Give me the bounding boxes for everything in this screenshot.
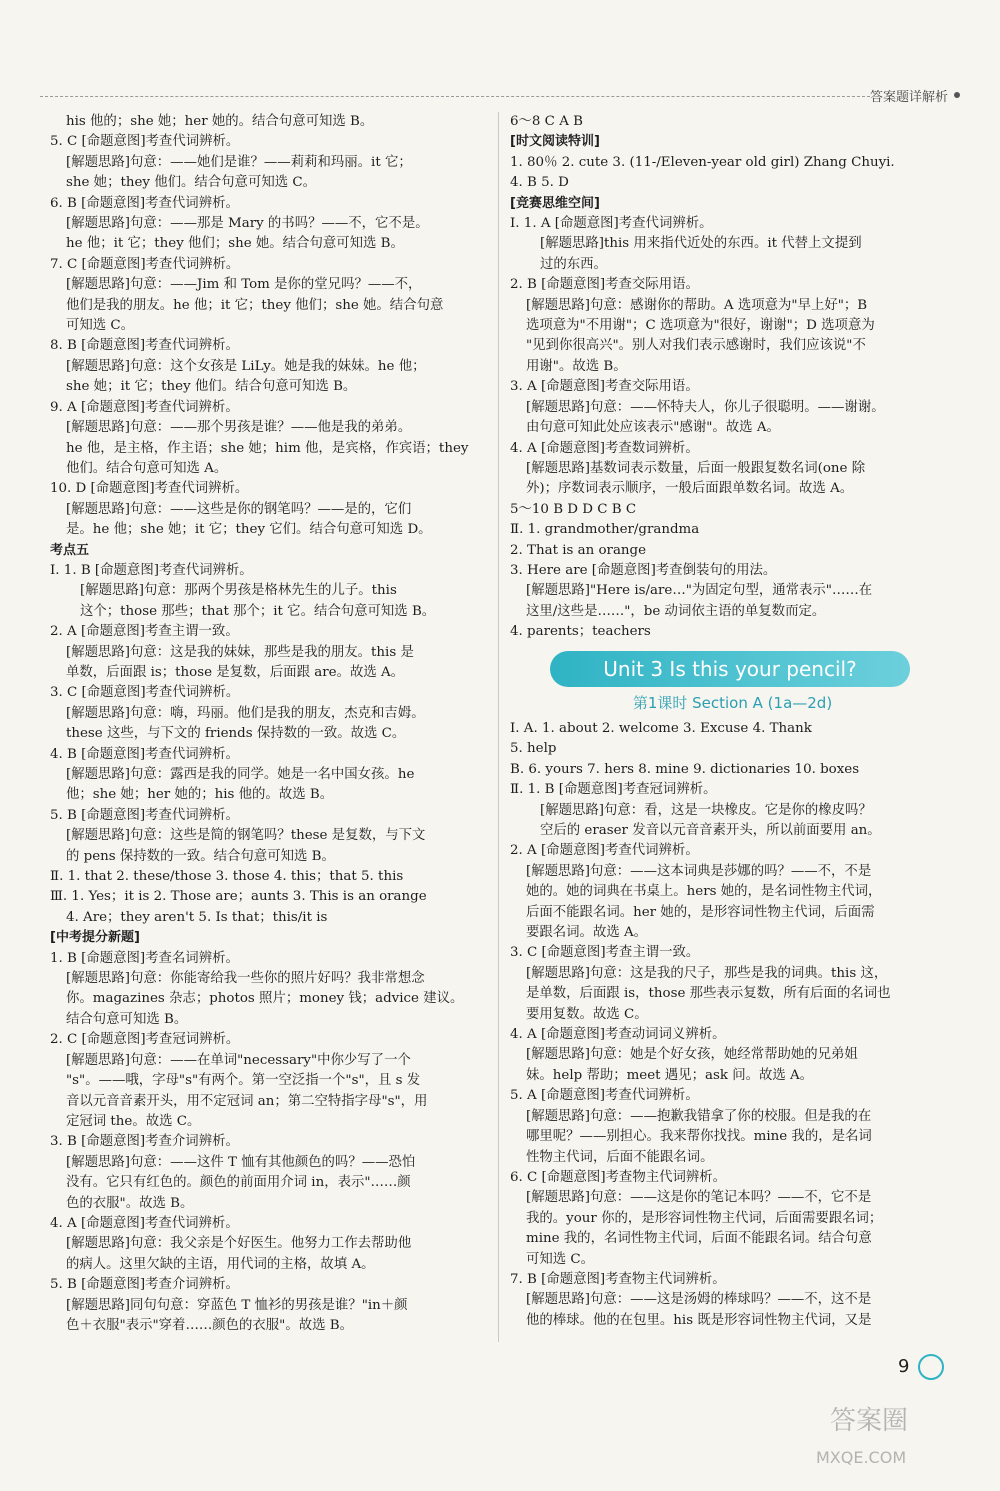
answer-line: 他；she 她；her 她的；his 他的。故选 B。 <box>66 787 334 803</box>
answer-line: mine 我的，名词性物主代词，后面不能跟名词。结合句意 <box>526 1231 872 1247</box>
answer-line: 6. C [命题意图]考查物主代词辨析。 <box>510 1169 727 1185</box>
answer-line: 定冠词 the。故选 C。 <box>66 1113 201 1129</box>
answer-line: 是单数，后面跟 is，those 那些表示复数，所有后面的名词也 <box>526 986 891 1002</box>
answer-line: [解题思路]句意：——这些是你的钢笔吗？——是的，它们 <box>66 501 412 517</box>
answer-line: [解题思路]句意：——怀特夫人，你儿子很聪明。——谢谢。 <box>526 399 885 415</box>
answer-line: 他的棒球。他的在包里。his 既是形容词性物主代词，又是 <box>526 1312 872 1328</box>
answer-line: 2. A [命题意图]考查代词辨析。 <box>510 843 699 859</box>
answer-line: 他们是我的朋友。he 他；it 它；they 他们；she 她。结合句意 <box>66 297 444 313</box>
right-bottom-section <box>510 719 955 1331</box>
answer-line: 空后的 eraser 发音以元音音素开头，所以前面要用 an。 <box>540 823 881 838</box>
answer-line: [解题思路]句意：这些是简的钢笔吗？these 是复数，与下文 <box>66 828 426 844</box>
answer-line: 结合句意可知选 B。 <box>66 1011 188 1027</box>
section-heading: [竞赛思维空间] <box>510 195 600 211</box>
answer-line: 7. C [命题意图]考查代词辨析。 <box>50 256 240 272</box>
answer-line: [解题思路]句意：我父亲是个好医生。他努力工作去帮助他 <box>66 1236 412 1252</box>
answer-line: 5. C [命题意图]考查代词辨析。 <box>50 134 240 150</box>
answer-line: [解题思路]句意：看，这是一块橡皮。它是你的橡皮吗？ <box>540 802 872 818</box>
answer-line: 2. C [命题意图]考查冠词辨析。 <box>50 1032 240 1048</box>
answer-line: 过的东西。 <box>540 256 607 272</box>
answer-line: 2. A [命题意图]考查主谓一致。 <box>50 624 239 640</box>
answer-line: 3. C [命题意图]考查主谓一致。 <box>510 945 700 961</box>
answer-line: 色＋衣服"表示"穿着……颜色的衣服"。故选 B。 <box>66 1317 353 1333</box>
answer-line: 这个；those 那些；that 那个；it 它。结合句意可知选 B。 <box>80 603 436 619</box>
column-divider <box>498 112 499 1342</box>
answer-line: 2. B [命题意图]考查交际用语。 <box>510 277 699 293</box>
right-column <box>510 112 955 1331</box>
answer-line: 可知选 C。 <box>526 1251 595 1267</box>
page-corner-icon <box>918 1354 944 1380</box>
answer-line: [解题思路]句意：嗨，玛丽。他们是我的朋友，杰克和吉姆。 <box>66 705 425 721</box>
answer-line: [解题思路]句意：——这是你的笔记本吗？——不，它不是 <box>526 1190 872 1206</box>
answer-line: 性物主代词，后面不能跟名词。 <box>526 1149 714 1165</box>
watermark-url: MXQE.COM <box>816 1448 907 1467</box>
answer-line: 6～8 C A B <box>510 114 583 129</box>
answer-line: Ⅱ. 1. B [命题意图]考查冠词辨析。 <box>510 782 717 798</box>
answer-line: 的病人。这里欠缺的主语，用代词的主格，故填 A。 <box>66 1256 375 1272</box>
answer-line: 外)；序数词表示顺序，一般后面跟单数名词。故选 A。 <box>526 481 854 497</box>
answer-line: 3. A [命题意图]考查交际用语。 <box>510 379 699 395</box>
answer-line: [解题思路]句意：这是我的尺子，那些是我的词典。this 这， <box>526 965 888 981</box>
answer-line: 这里/这些是……"，be 动词依主语的单复数而定。 <box>526 603 826 619</box>
answer-line: 4. B 5. D <box>510 175 569 191</box>
answer-line: these 这些，与下文的 friends 保持数的一致。故选 C。 <box>66 726 406 742</box>
answer-line: 由句意可知此处应该表示"感谢"。故选 A。 <box>526 420 780 436</box>
answer-line: 的 pens 保持数的一致。结合句意可知选 B。 <box>66 848 335 864</box>
answer-line: [解题思路]句意：你能寄给我一些你的照片好吗？我非常想念 <box>66 971 425 987</box>
section-heading: 考点五 <box>50 542 90 558</box>
answer-line: [解题思路]句意：这个女孩是 LiLy。她是我的妹妹。he 他； <box>66 358 426 374</box>
answer-line: [解题思路]句意：——Jim 和 Tom 是你的堂兄吗？——不， <box>66 277 422 293</box>
answer-line: 6. B [命题意图]考查代词辨析。 <box>50 195 239 211</box>
answer-line: 色的衣服"。故选 B。 <box>66 1195 194 1211</box>
answer-line: 4. A [命题意图]考查数词辨析。 <box>510 440 699 456</box>
answer-line: 没有。它只有红色的。颜色的前面用介词 in，表示"……颜 <box>66 1175 411 1191</box>
right-top-section <box>510 112 955 643</box>
answer-line: 5. help <box>510 741 557 757</box>
answer-line: [解题思路]句意：——她们是谁？——莉莉和玛丽。it 它； <box>66 154 412 170</box>
answer-line: 4. B [命题意图]考查代词辨析。 <box>50 746 239 762</box>
answer-line: B. 6. yours 7. hers 8. mine 9. dictionaries 10. boxes <box>510 761 860 777</box>
answer-line: Ⅰ. A. 1. about 2. welcome 3. Excuse 4. Thank <box>510 720 812 736</box>
answer-line: [解题思路]句意：——在单词"necessary"中你少写了一个 <box>66 1052 411 1068</box>
answer-line: [解题思路]句意：这是我的妹妹，那些是我的朋友。this 是 <box>66 644 414 660</box>
answer-line: [解题思路]句意：感谢你的帮助。A 选项意为"早上好"；B <box>526 297 868 313</box>
answer-line: 选项意为"不用谢"；C 选项意为"很好，谢谢"；D 选项意为 <box>526 318 875 334</box>
answer-line: "s"。——哦，字母"s"有两个。第一空泛指一个"s"，且 s 发 <box>66 1073 421 1089</box>
answer-line: [解题思路]句意：——这是汤姆的棒球吗？——不，这不是 <box>526 1292 872 1308</box>
answer-line: 4. A [命题意图]考查动词词义辨析。 <box>510 1027 726 1043</box>
answer-line: 妹。help 帮助；meet 遇见；ask 问。故选 A。 <box>526 1067 814 1083</box>
answer-line: 我的。your 你的，是形容词性物主代词，后面需要跟名词； <box>526 1210 883 1226</box>
answer-line: 3. Here are [命题意图]考查倒装句的用法。 <box>510 562 777 578</box>
answer-line: [解题思路]同句句意：穿蓝色 T 恤衫的男孩是谁？"in＋颜 <box>66 1297 408 1313</box>
answer-line: [解题思路]句意：——这件 T 恤有其他颜色的吗？——恐怕 <box>66 1154 416 1170</box>
answer-line: 2. That is an orange <box>510 542 647 558</box>
answer-line: she 她；it 它；they 他们。结合句意可知选 B。 <box>66 379 357 395</box>
answer-line: [解题思路]"Here is/are…"为固定句型，通常表示"……在 <box>526 583 873 599</box>
answer-line: [解题思路]句意：——抱歉我错拿了你的校服。但是我的在 <box>526 1108 872 1124</box>
answer-line: 5. A [命题意图]考查代词辨析。 <box>510 1088 699 1104</box>
answer-line: Ⅰ. 1. B [命题意图]考查代词辨析。 <box>50 562 253 578</box>
answer-line: 1. B [命题意图]考查名词辨析。 <box>50 950 239 966</box>
answer-line: 你。magazines 杂志；photos 照片；money 钱；advice 建议。 <box>66 991 464 1007</box>
unit-banner: Unit 3 Is this your pencil? <box>550 651 910 687</box>
answer-line: she 她；they 他们。结合句意可知选 C。 <box>66 175 317 191</box>
answer-line: [解题思路]句意：——那是 Mary 的书吗？——不，它不是。 <box>66 216 429 232</box>
answer-line: [解题思路]基数词表示数量，后面一般跟复数名词(one 除 <box>526 460 866 476</box>
answer-line: 10. D [命题意图]考查代词辨析。 <box>50 481 249 497</box>
answer-line: 5～10 B D D C B C <box>510 501 637 517</box>
answer-line: [解题思路]句意：那两个男孩是格林先生的儿子。this <box>80 583 397 599</box>
answer-line: his 他的；she 她；her 她的。结合句意可知选 B。 <box>66 114 374 129</box>
page-number: 9 <box>898 1356 910 1377</box>
answer-line: [解题思路]句意：露西是我的同学。她是一名中国女孩。he <box>66 767 415 782</box>
answer-line: 哪里呢？——别担心。我来帮你找找。mine 我的，是名词 <box>526 1129 872 1145</box>
answer-line: 她的。她的词典在书桌上。hers 她的，是名词性物主代词， <box>526 884 882 900</box>
answer-line: [解题思路]句意：——这本词典是莎娜的吗？——不，不是 <box>526 863 872 879</box>
answer-line: [解题思路]句意：——那个男孩是谁？——他是我的弟弟。 <box>66 420 412 436</box>
answer-line: 3. C [命题意图]考查代词辨析。 <box>50 685 240 701</box>
answer-line: 用谢"。故选 B。 <box>526 358 627 374</box>
answer-line: 是。he 他；she 她；it 它；they 它们。结合句意可知选 D。 <box>66 522 432 538</box>
header-dot-icon <box>954 92 960 98</box>
answer-line: Ⅱ. 1. that 2. these/those 3. those 4. this；that 5. this <box>50 869 404 885</box>
page-header <box>40 86 960 108</box>
section-heading: [中考提分新题] <box>50 930 140 946</box>
answer-line: Ⅲ. 1. Yes；it is 2. Those are；aunts 3. This is an orange <box>50 889 427 905</box>
answer-line: 要用复数。故选 C。 <box>526 1006 648 1022</box>
answer-line: 7. B [命题意图]考查物主代词辨析。 <box>510 1271 726 1287</box>
answer-line: 8. B [命题意图]考查代词辨析。 <box>50 338 239 354</box>
answer-line: 3. B [命题意图]考查介词辨析。 <box>50 1134 239 1150</box>
answer-line: 后面不能跟名词。her 她的，是形容词性物主代词，后面需 <box>526 904 875 920</box>
answer-line: 9. A [命题意图]考查代词辨析。 <box>50 399 239 415</box>
answer-line: 4. Are；they aren't 5. Is that；this/it is <box>66 909 328 925</box>
header-title: 答案题详解析 <box>869 90 948 105</box>
answer-line: 他们。结合句意可知选 A。 <box>66 460 228 476</box>
answer-line: 要跟名词。故选 A。 <box>526 925 648 941</box>
answer-line: 1. 80％ 2. cute 3. (11-/Eleven-year old girl) Zhang Chuyi. <box>510 154 895 170</box>
answer-line: Ⅰ. 1. A [命题意图]考查代词辨析。 <box>510 216 713 232</box>
header-divider <box>40 96 870 97</box>
answer-line: [解题思路]句意：她是个好女孩，她经常帮助她的兄弟姐 <box>526 1047 858 1063</box>
answer-line: "见到你很高兴"。别人对我们表示感谢时，我们应该说"不 <box>526 338 866 354</box>
answer-line: 5. B [命题意图]考查代词辨析。 <box>50 807 239 823</box>
answer-line: 5. B [命题意图]考查介词辨析。 <box>50 1277 239 1293</box>
answer-line: Ⅱ. 1. grandmother/grandma <box>510 522 700 538</box>
answer-line: 4. parents；teachers <box>510 624 651 640</box>
lesson-title: 第1课时 Section A (1a—2d) <box>632 693 833 712</box>
answer-line: 可知选 C。 <box>66 318 135 334</box>
answer-line: he 他，是主格，作主语；she 她；him 他，是宾格，作宾语；they <box>66 440 469 456</box>
answer-line: [解题思路]this 用来指代近处的东西。it 代替上文提到 <box>540 236 862 252</box>
answer-line: 音以元音音素开头，用不定冠词 an；第二空特指字母"s"，用 <box>66 1093 428 1109</box>
left-column <box>50 112 490 1336</box>
answer-line: 单数，后面跟 is；those 是复数，后面跟 are。故选 A。 <box>66 664 405 680</box>
answer-line: he 他；it 它；they 他们；she 她。结合句意可知选 B。 <box>66 236 404 252</box>
section-heading: [时文阅读特训] <box>510 134 600 150</box>
watermark-logo: 答案圈 <box>830 1406 909 1436</box>
answer-line: 4. A [命题意图]考查代词辨析。 <box>50 1215 239 1231</box>
